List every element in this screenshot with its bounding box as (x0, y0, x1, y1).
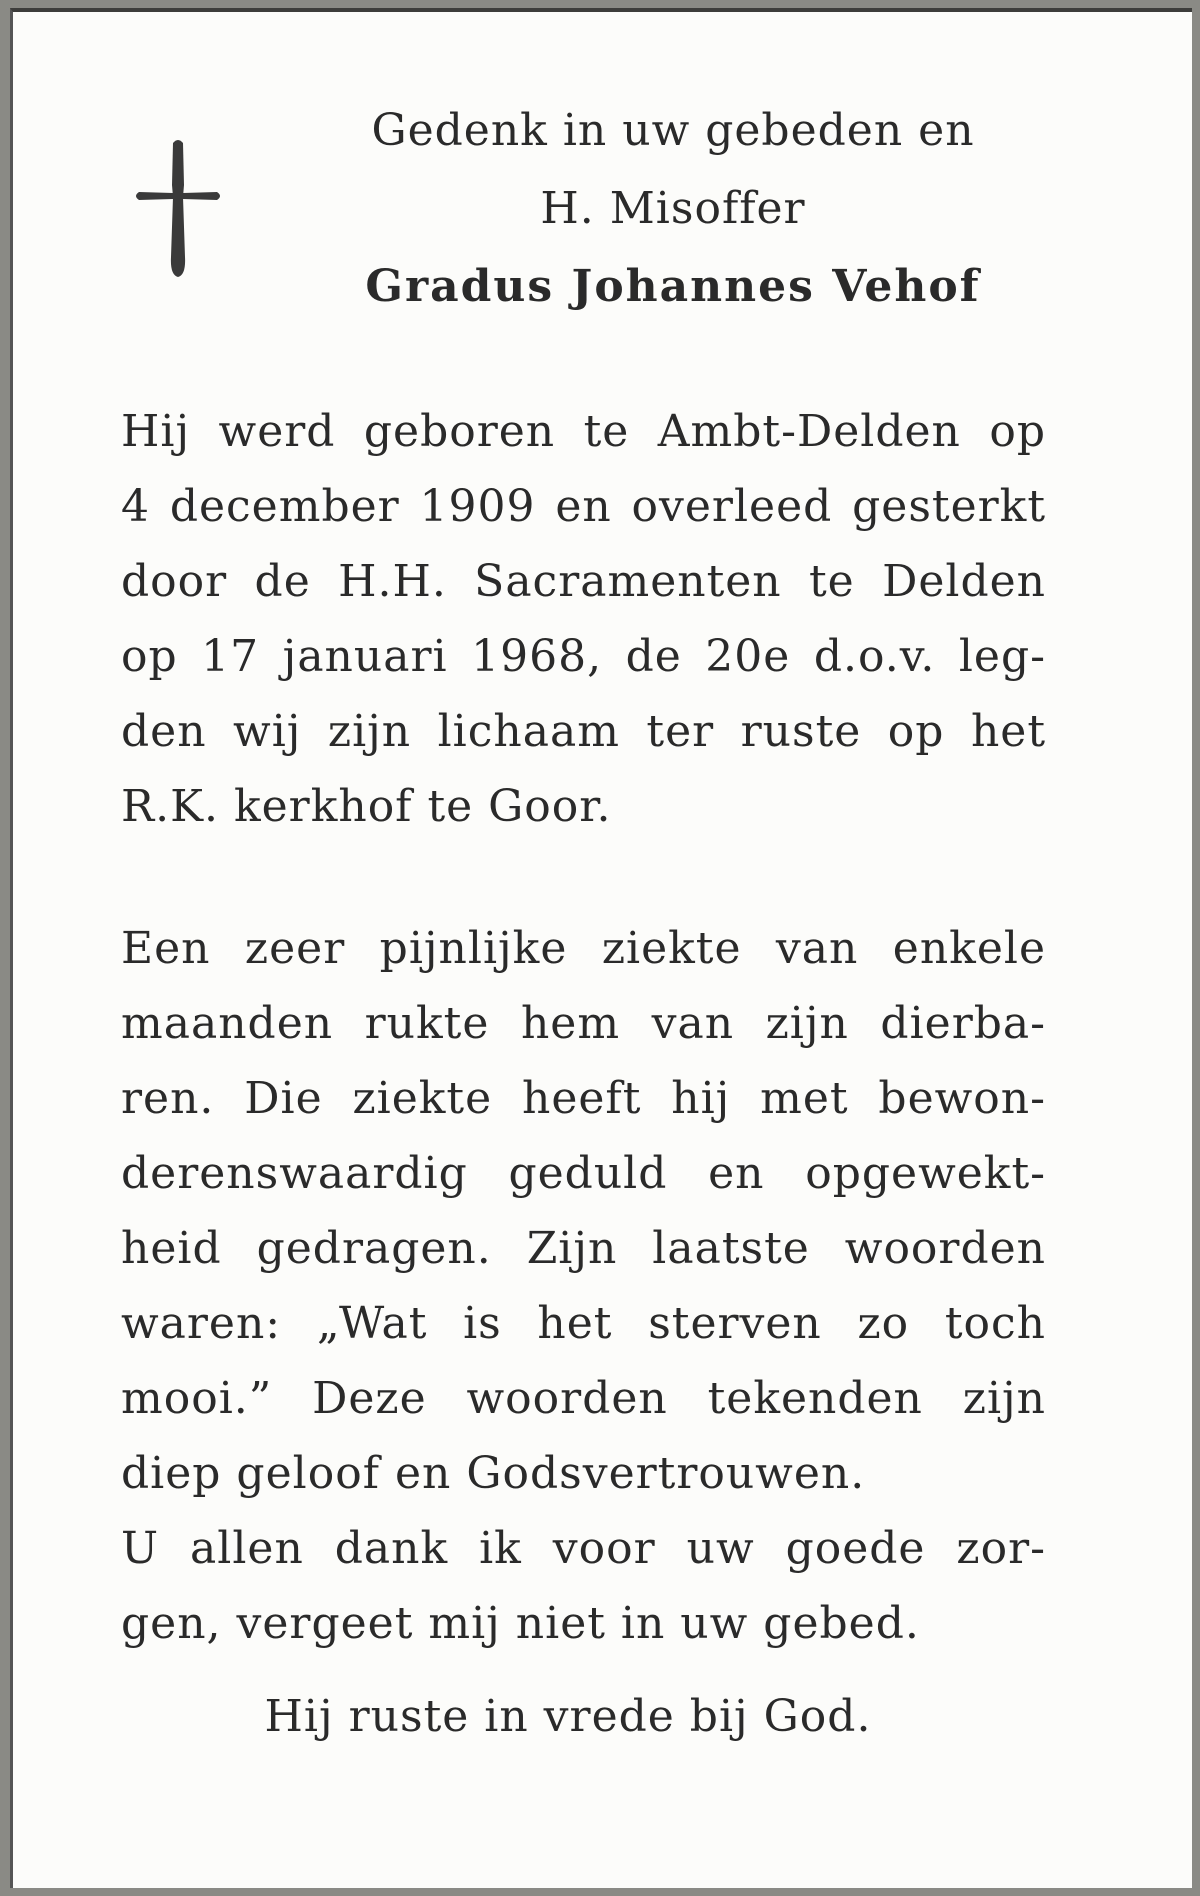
cross-icon (133, 137, 223, 282)
deceased-name: Gradus Johannes Vehof (365, 261, 981, 312)
text-line: U allen dank ik voor uw goede zor- (121, 1523, 1046, 1574)
text-line: 4 december 1909 en overleed gesterkt (121, 481, 1046, 532)
memorial-card (10, 8, 1192, 1888)
text-line: diep geloof en Godsvertrouwen. (121, 1448, 866, 1499)
text-line: gen, vergeet mij niet in uw gebed. (121, 1598, 920, 1649)
text-line: waren: „Wat is het sterven zo toch (121, 1298, 1046, 1349)
text-line: maanden rukte hem van zijn dierba- (121, 998, 1046, 1049)
text-line: Een zeer pijnlijke ziekte van enkele (121, 923, 1046, 974)
text-line: R.K. kerkhof te Goor. (121, 781, 612, 832)
text-line: den wij zijn lichaam ter ruste op het (121, 706, 1046, 757)
text-line: derenswaardig geduld en opgewekt- (121, 1148, 1046, 1199)
header-line-2: H. Misoffer (540, 183, 806, 234)
text-line: ren. Die ziekte heeft hij met bewon- (121, 1073, 1046, 1124)
text-line: op 17 januari 1968, de 20e d.o.v. leg- (121, 631, 1046, 682)
text-line: Hij werd geboren te Ambt-Delden op (121, 406, 1046, 457)
text-line: door de H.H. Sacramenten te Delden (121, 556, 1046, 607)
text-line: mooi.” Deze woorden tekenden zijn (121, 1373, 1046, 1424)
header-line-1: Gedenk in uw gebeden en (371, 105, 975, 156)
closing-line: Hij ruste in vrede bij God. (264, 1691, 872, 1742)
text-line: heid gedragen. Zijn laatste woorden (121, 1223, 1046, 1274)
